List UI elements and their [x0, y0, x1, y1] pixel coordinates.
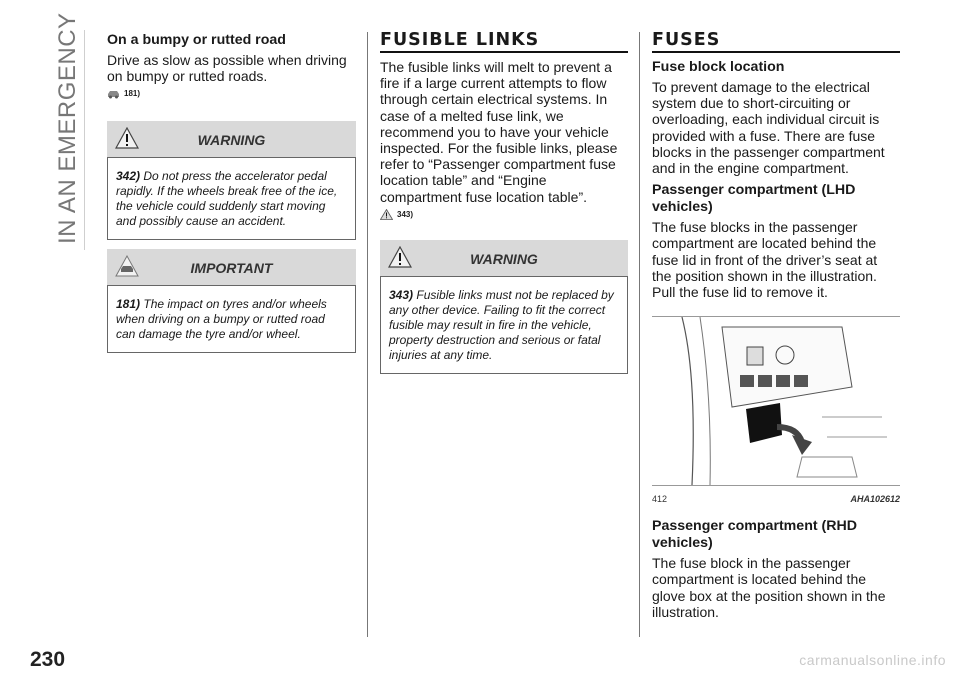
watermark: carmanualsonline.info — [799, 652, 946, 668]
warning-number: 343) — [389, 287, 414, 302]
figure-number: 412 — [652, 494, 668, 505]
column-divider — [639, 32, 640, 637]
reference-note — [380, 209, 628, 220]
warning-small-icon — [380, 209, 393, 220]
lhd-heading: Passenger compartment (LHD vehicles) — [652, 182, 856, 216]
warning-number: 342) — [116, 169, 141, 184]
fuse-illustration — [652, 316, 900, 504]
fuse-lid-illustration — [652, 316, 900, 486]
bumpy-road-text: Drive as slow as possible when driving on bumpy or rutted roads. — [107, 52, 347, 85]
fusible-links-text: The fusible links will melt to prevent a fire if a large current attempts to flow through certain electrical systems. In case of a melted fuse link, we recommend you to have your vehicle inspected. For the fusible links, please refer to “Passenger compartment fuse location table” and “Engine compartment fuse location table”. — [380, 59, 618, 205]
warning-text: Do not press the accelerator pedal rapidly. If the wheels break free of the ice, the vehicle could suddenly start moving and possibly cause an accident. — [116, 169, 338, 229]
reference-number: 343) — [397, 209, 414, 219]
lhd-text: The fuse blocks in the passenger compartment are located behind the fuse lid in front of the driver’s seat at the position shown in the illustration. Pull the fuse lid to remove it. — [652, 219, 878, 301]
bumpy-road-heading: On a bumpy or rutted road — [107, 32, 286, 48]
fuses-title: FUSES — [652, 32, 900, 53]
car-icon — [107, 88, 120, 99]
reference-number: 181) — [124, 89, 141, 99]
important-number: 181) — [116, 297, 141, 312]
important-box — [107, 249, 356, 353]
rhd-text: The fuse block in the passenger compartment is located behind the glove box at the position shown in the illustration. — [652, 555, 886, 620]
warning-title: WARNING — [197, 132, 266, 149]
sidebar-section-title: IN AN EMERGENCY — [54, 12, 81, 244]
important-box-header — [107, 249, 356, 285]
important-title: IMPORTANT — [190, 260, 273, 277]
column-3 — [652, 32, 900, 620]
column-1 — [107, 32, 356, 353]
page-number: 230 — [30, 648, 66, 671]
fuse-block-location-heading: Fuse block location — [652, 59, 785, 75]
important-box-body — [107, 285, 356, 353]
warning-box-body — [380, 276, 628, 374]
column-2 — [380, 32, 628, 374]
warning-box-body — [107, 157, 356, 240]
fuse-block-location-text: To prevent damage to the electrical system due to short-circuiting or overloading, each individual circuit is provided with a fuse. There are fuse blocks in the passenger compartment and in the engine compartment. — [652, 79, 885, 177]
fusible-links-title: FUSIBLE LINKS — [380, 32, 628, 53]
important-text: The impact on tyres and/or wheels when driving on a bumpy or rutted road can damage the tyre and/or wheel. — [116, 297, 327, 342]
warning-text: Fusible links must not be replaced by any other device. Failing to fit the correct fusible may result in fire in the vehicle, property destruction and serious or fatal injuries at any time. — [389, 287, 614, 362]
warning-box — [107, 121, 356, 240]
column-divider — [367, 32, 368, 637]
reference-note — [107, 88, 356, 99]
warning-title: WARNING — [470, 250, 538, 267]
rhd-heading: Passenger compartment (RHD vehicles) — [652, 518, 857, 552]
figure-code: AHA102612 — [850, 494, 900, 505]
warning-box-header — [380, 240, 628, 276]
figure-caption — [652, 494, 900, 504]
warning-box — [380, 240, 628, 374]
warning-box-header — [107, 121, 356, 157]
